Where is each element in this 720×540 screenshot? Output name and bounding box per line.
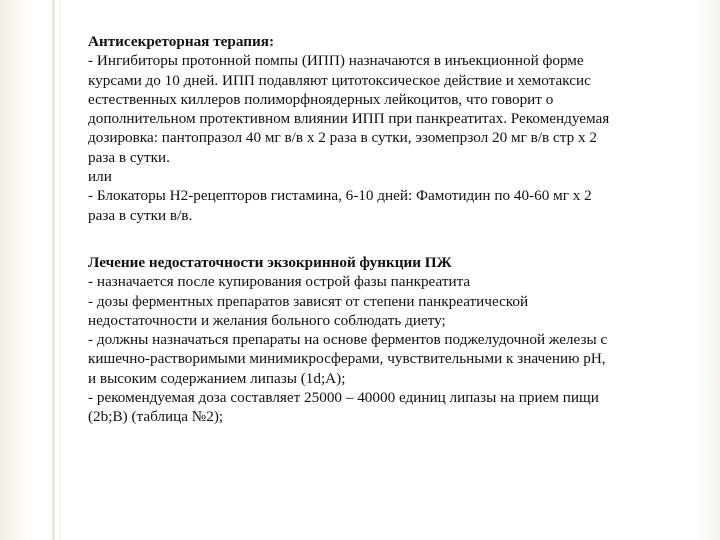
text-line: - Блокаторы Н2-рецепторов гистамина, 6-10 дней: Фамотидин по 40-60 мг х 2 [88,187,592,205]
text-line: - рекомендуемая доза составляет 25000 – 40000 единиц липазы на прием пищи [88,389,599,407]
section-heading-exocrine: Лечение недостаточности экзокринной функции ПЖ [88,253,452,271]
text-line: раза в сутки в/в. [88,206,193,224]
slide-content [88,32,710,427]
text-line: недостаточности и желания больного соблюдать диету; [88,311,446,329]
text-line: дозировка: пантопразол 40 мг в/в х 2 раза в сутки, эзомепрзол 20 мг в/в стр х 2 [88,129,597,147]
text-line: естественных киллеров полиморфноядерных лейкоцитов, что говорит о [88,90,554,108]
paragraph-gap [88,225,710,253]
text-line: кишечно-растворимыми минимикросферами, чувствительными к значению рН, [88,350,606,368]
text-line: - дозы ферментных препаратов зависят от степени панкреатической [88,292,529,310]
text-line: - должны назначаться препараты на основе ферментов поджелудочной железы с [88,331,608,349]
text-line: (2b;B) (таблица №2); [88,408,224,426]
decorative-left-line-thin [60,0,61,540]
text-line: или [88,168,112,186]
section-heading-antisecretory: Антисекреторная терапия: [88,33,275,50]
text-line: и высоким содержанием липазы (1d;A); [88,369,346,387]
text-line: раза в сутки. [88,148,170,166]
text-line: курсами до 10 дней. ИПП подавляют цитотоксическое действие и хемотаксис [88,71,591,89]
decorative-left-line [52,0,55,540]
decorative-left-bar [0,0,28,540]
text-line: - назначается после купирования острой фазы панкреатита [88,273,471,291]
text-line: дополнительном протективном влиянии ИПП при панкреатитах. Рекомендуемая [88,110,610,128]
text-line: - Ингибиторы протонной помпы (ИПП) назначаются в инъекционной форме [88,52,584,70]
